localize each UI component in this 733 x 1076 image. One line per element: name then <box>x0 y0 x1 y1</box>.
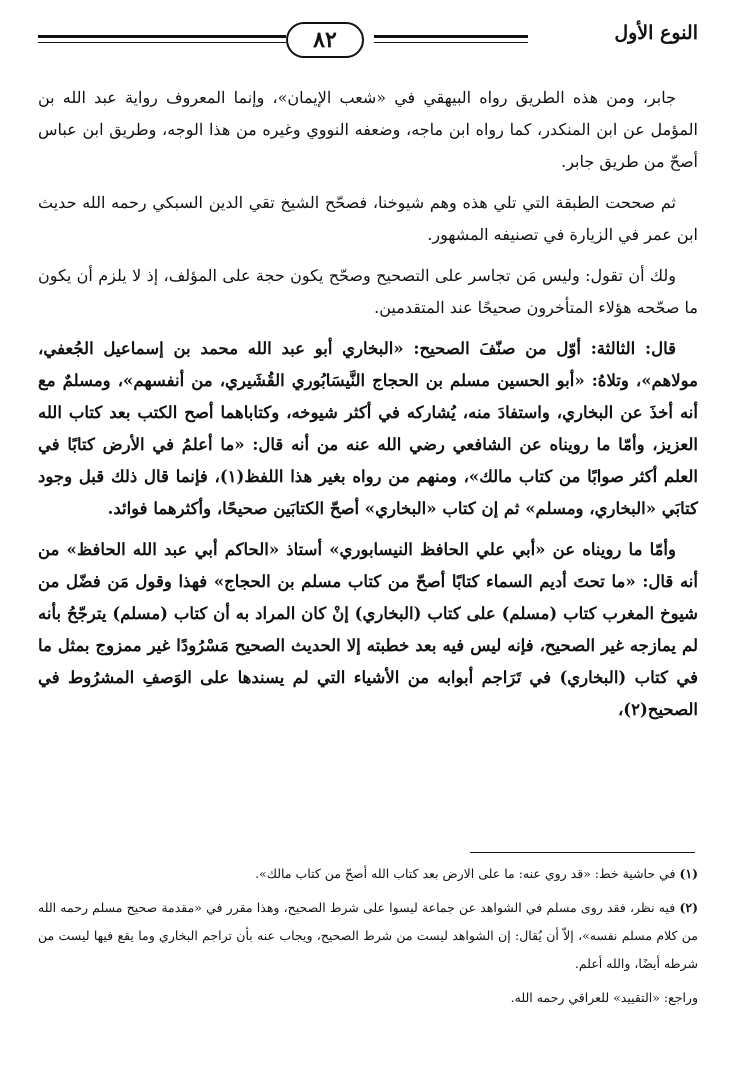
header-rule-left-thin <box>38 42 286 43</box>
paragraph-4: قال: الثالثة: أوّل من صنّفَ الصحيح: «البخاري أبو عبد الله محمد بن إسماعيل الجُعفي، مولاهم»، وتلاهُ: «أبو الحسين مسلم بن الحجاج النَّيسَابُوري القُشَيري، من أنفسهم»، ومسلمٌ مع أنه أخذَ عن البخاري، واستفادَ منه، يُشاركه في أكثر شيوخه، وكتاباهما أصح الكتب بعد كتاب الله العزيز، وأمّا ما رويناه عن الشافعي رضي الله عنه من أنه قال: «ما أعلمُ في الأرض كتابًا في العلم أكثر صوابًا من كتاب مالك»، ومنهم من رواه بغير هذا اللفظ(١)، فإنما قال ذلك قبل وجود كتابَي «البخاري، ومسلم» ثم إن كتاب «البخاري» أصحّ الكتابَين صحيحًا، وأكثرهما فوائد. <box>38 339 698 518</box>
paragraph-1: جابر، ومن هذه الطريق رواه البيهقي في «شعب الإيمان»، وإنما المعروف رواية عبد الله بن المؤمل عن ابن المنكدر، كما رواه ابن ماجه، وضعفه النووي وغيره من هذا الوجه، وطريق ابن عباس أصحّ من طريق جابر. <box>38 88 698 171</box>
footnote-text: وراجع: «التقييد» للعراقي رحمه الله. <box>510 990 698 1005</box>
paragraph-2: ثم صححت الطبقة التي تلي هذه وهم شيوخنا، فصحّح الشيخ تقي الدين السبكي رحمه الله حديث ابن عمر في الزيارة في تصنيفه المشهور. <box>38 193 698 244</box>
paragraph-5: وأمّا ما رويناه عن «أبي علي الحافظ النيسابوري» أستاذ «الحاكم أبي عبد الله الحافظ» من أنه قال: «ما تحتَ أديم السماء كتابًا أصحّ من كتاب مسلم بن الحجاج» فهذا وقول مَن فضّل من شيوخ المغرب كتاب (مسلم) على كتاب (البخاري) إنْ كان المراد به أن كتاب (مسلم) يترجّحُ بأنه لم يمازجه غير الصحيح، فإنه ليس فيه بعد خطبته إلا الحديث الصحيح مَسْرُودًا غير ممزوج بمثل ما في كتاب (البخاري) في تَرَاجم أبوابه من الأشياء التي لم يسندها على الوَصفِ المشرُوط في الصحيح(٢)، <box>38 540 698 719</box>
page-number: ٨٢ <box>286 22 364 58</box>
main-text <box>38 82 698 735</box>
footnote-separator <box>470 852 695 853</box>
footnotes <box>38 860 698 1018</box>
footnote-1 <box>38 860 698 888</box>
footnote-number: (٢) <box>679 900 698 915</box>
header-rule-right-thin <box>374 42 528 43</box>
footnote-number: (١) <box>679 866 698 881</box>
header-rule-left-thick <box>38 35 286 38</box>
page-header <box>38 18 698 64</box>
footnote-text: فيه نظر، فقد روى مسلم في الشواهد عن جماعة ليسوا على شرط الصحيح، وهذا مقرر في «مقدمة صحيح مسلم رحمه الله من كلام مسلم نفسه»، إلاّ أن يُقال: إن الشواهد ليست من شرط الصحيح، ويجاب عنه بأن تراجم البخاري وما يقع فيها ليست من شرطه أيضًا، والله أعلم. <box>38 900 698 971</box>
footnote-3 <box>38 984 698 1012</box>
footnote-2 <box>38 894 698 978</box>
header-rule-right-thick <box>374 35 528 38</box>
chapter-title: النوع الأول <box>614 22 698 44</box>
paragraph-3: ولك أن تقول: وليس مَن تجاسر على التصحيح وصحّح يكون حجة على المؤلف، إذ لا يلزم أن يكون ما صحّحه هؤلاء المتأخرون صحيحًا عند المتقدمين. <box>38 266 698 317</box>
footnote-text: في حاشية خط: «قد روي عنه: ما على الارض بعد كتاب الله أصحّ من كتاب مالك». <box>255 866 676 881</box>
